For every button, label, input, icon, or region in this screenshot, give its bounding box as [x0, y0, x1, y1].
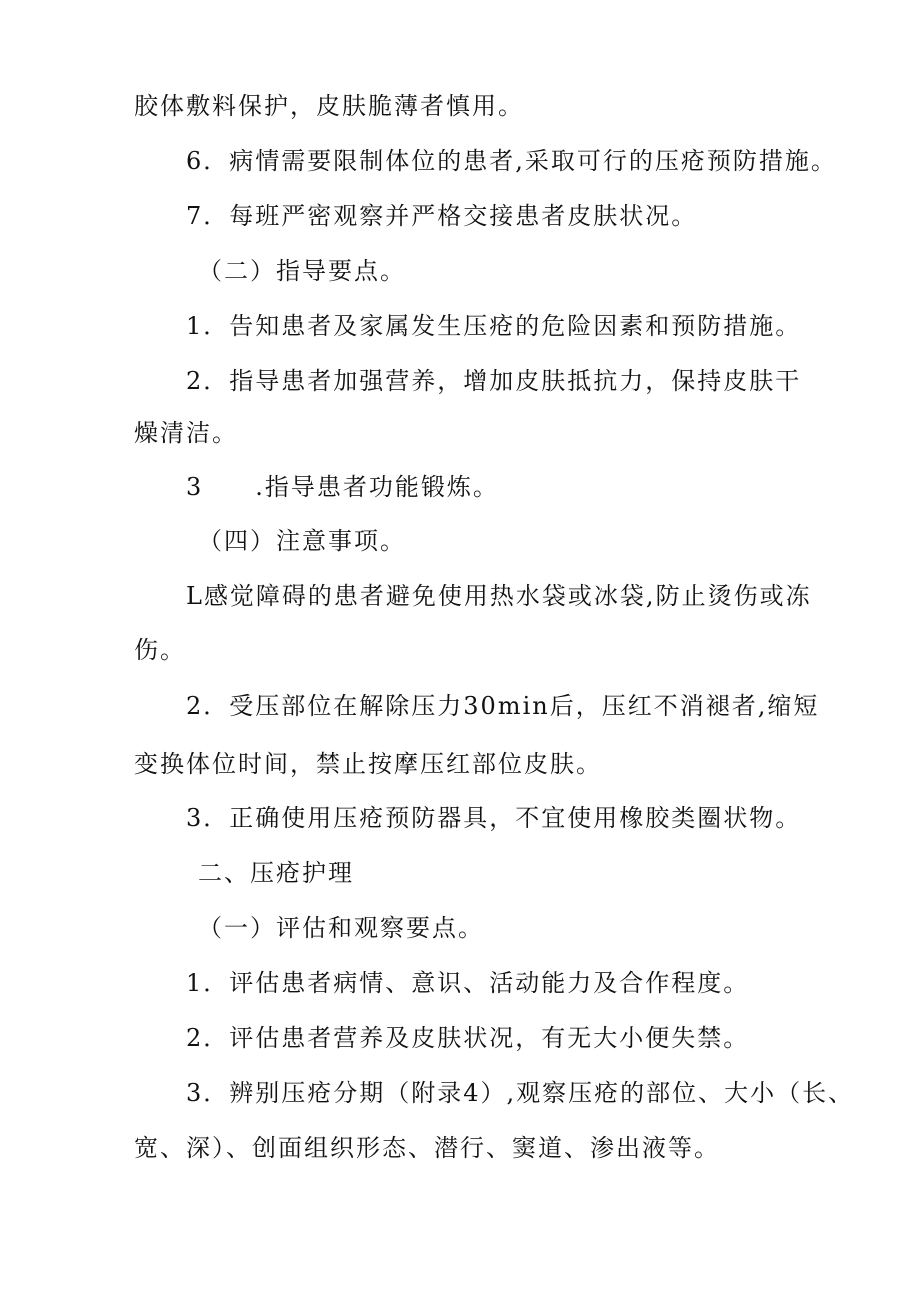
section-heading [0, 521, 920, 561]
line-text: 变换体位时间，禁止按摩压红部位皮肤。 [134, 750, 602, 778]
paragraph-line [0, 576, 920, 616]
paragraph-line [0, 744, 920, 784]
line-text: 2．评估患者营养及皮肤状况，有无大小便失禁。 [186, 1024, 750, 1052]
line-text: 3．正确使用压疮预防器具，不宜使用橡胶类圈状物。 [186, 804, 802, 832]
line-text: 伤。 [134, 636, 186, 664]
section-heading [0, 251, 920, 291]
paragraph-line [0, 798, 920, 838]
line-text: （二）指导要点。 [198, 257, 406, 285]
paragraph-line [0, 686, 920, 726]
line-text: 燥清洁。 [134, 419, 238, 447]
paragraph-line [0, 196, 920, 236]
section-heading [0, 908, 920, 948]
line-text: L感觉障碍的患者避免使用热水袋或冰袋,防止烫伤或冻 [186, 582, 812, 610]
line-text: 3 .指导患者功能锻炼。 [186, 473, 499, 501]
section-heading [0, 853, 920, 893]
paragraph-line [0, 413, 920, 453]
paragraph-line [0, 1128, 920, 1168]
paragraph-line [0, 630, 920, 670]
line-text: （四）注意事项。 [198, 527, 406, 555]
line-text: 6．病情需要限制体位的患者,采取可行的压疮预防措施。 [186, 147, 837, 175]
line-text: 2．受压部位在解除压力30min后，压红不消褪者,缩短 [186, 692, 820, 720]
paragraph-line [0, 86, 920, 126]
paragraph-line [0, 141, 920, 181]
line-text: 宽、深）、创面组织形态、潜行、窦道、渗出液等。 [134, 1134, 720, 1162]
line-text: 胶体敷料保护，皮肤脆薄者慎用。 [134, 92, 524, 120]
paragraph-line [0, 963, 920, 1003]
paragraph-line [0, 361, 920, 401]
line-text: 3．辨别压疮分期（附录4）,观察压疮的部位、大小（长、 [186, 1079, 855, 1107]
line-text: （一）评估和观察要点。 [198, 914, 484, 942]
paragraph-line [0, 1073, 920, 1113]
line-text: 2．指导患者加强营养，增加皮肤抵抗力，保持皮肤干 [186, 367, 802, 395]
paragraph-line [0, 467, 920, 507]
line-text: 二、压疮护理 [198, 859, 354, 887]
line-text: 1．告知患者及家属发生压疮的危险因素和预防措施。 [186, 312, 802, 340]
line-text: 7．每班严密观察并严格交接患者皮肤状况。 [186, 202, 698, 230]
paragraph-line [0, 306, 920, 346]
paragraph-line [0, 1018, 920, 1058]
line-text: 1．评估患者病情、意识、活动能力及合作程度。 [186, 969, 750, 997]
